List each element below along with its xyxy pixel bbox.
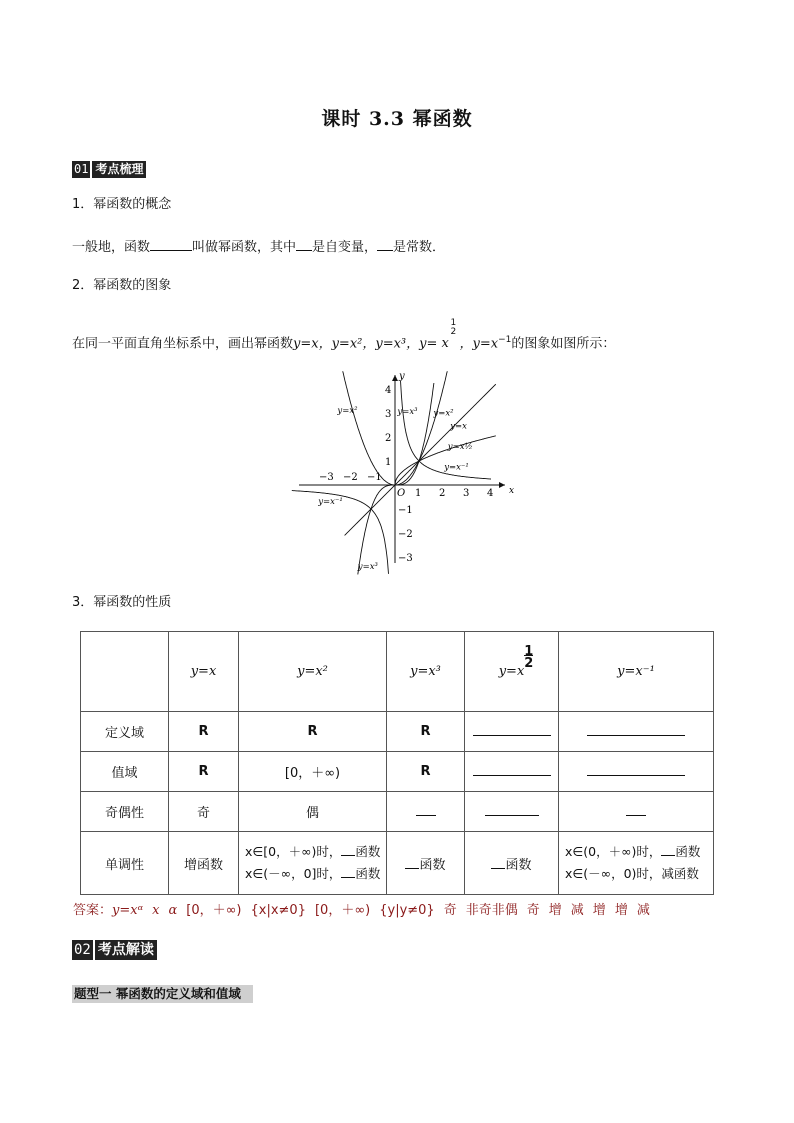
power-functions-graph (288, 368, 515, 582)
x-tick-label: −2 (343, 472, 358, 483)
header-y-x: y=x (169, 632, 239, 712)
label-y-inv-x: y=x⁻¹ (444, 462, 469, 473)
header-y-xinv: y=x⁻¹ (559, 632, 714, 712)
x-tick-label: 1 (415, 488, 422, 499)
x-tick-label: O (397, 488, 406, 499)
topic-heading: 题型一 幂函数的定义域和值域 (72, 985, 253, 1003)
table-cell: 奇 (169, 792, 239, 832)
table-cell: 增函数 (169, 832, 239, 895)
table-cell: R (387, 712, 465, 752)
label-y-x2-right: y=x² (433, 408, 454, 419)
line-y-x (345, 384, 496, 535)
section-label: 考点梳理 (92, 161, 146, 178)
y-tick-label: 3 (385, 409, 392, 420)
x-tick-label: 2 (439, 488, 446, 499)
item2-heading: 2．幂函数的图象 (72, 278, 172, 293)
table-row (81, 832, 714, 895)
x-axis-label: x (509, 486, 515, 496)
table-cell-mono-inv: x∈(0，＋∞)时， 函数 x∈(－∞，0)时，减函数 (559, 832, 714, 895)
table-cell-mono-x3: 函数 (387, 832, 465, 895)
section-number: 02 (74, 942, 91, 958)
header-y-x3: y=x³ (387, 632, 465, 712)
row-label-parity: 奇偶性 (81, 792, 169, 832)
table-cell: R (169, 712, 239, 752)
table-cell: R (239, 712, 387, 752)
label-y-sqrt-x: y=x½ (447, 442, 473, 452)
y-tick-label: 4 (385, 385, 392, 396)
x-axis-arrow (499, 482, 505, 488)
table-cell-blank (387, 792, 465, 832)
item3-heading: 3．幂函数的性质 (72, 595, 172, 610)
table-cell-blank (465, 752, 559, 792)
table-cell-mono-half: 函数 (465, 832, 559, 895)
table-cell: R (387, 752, 465, 792)
label-y-x: y=x (450, 421, 467, 432)
page-title: 课时 3.3 幂函数 (321, 108, 473, 130)
x-tick-label: −1 (367, 472, 382, 483)
y-tick-label: 1 (385, 457, 392, 468)
table-cell-blank (559, 712, 714, 752)
table-cell: R (169, 752, 239, 792)
y-tick-label: 2 (385, 433, 392, 444)
table-row (81, 792, 714, 832)
row-label-range: 值域 (81, 752, 169, 792)
answer-line: 答案：y=xᵅ x α [0，＋∞) {x|x≠0} [0，＋∞) {y|y≠0} 奇 非奇非偶 奇 增 减 增 增 减 (73, 903, 650, 918)
y-tick-label: −2 (398, 529, 413, 540)
section-header-2 (72, 940, 157, 960)
y-tick-label: −1 (398, 505, 413, 516)
x-tick-label: −3 (319, 472, 334, 483)
table-cell: 偶 (239, 792, 387, 832)
y-tick-label: −3 (398, 553, 413, 564)
curve-y-sqrt-x (395, 436, 496, 485)
chart-svg (288, 368, 515, 582)
y-axis-label: y (399, 371, 405, 382)
table-row (81, 752, 714, 792)
item1-text: 一般地，函数 叫做幂函数，其中 是自变量， 是常数． (72, 240, 446, 255)
table-cell-blank (559, 752, 714, 792)
label-y-x2: y=x² (337, 406, 358, 416)
table-row (81, 712, 714, 752)
label-y-x3-bottom: y=x³ (357, 562, 378, 572)
table-cell-blank (465, 712, 559, 752)
table-header-row (81, 632, 714, 712)
section-number: 01 (74, 162, 89, 176)
header-y-x2: y=x² (239, 632, 387, 712)
answer-label: 答案： (73, 903, 113, 918)
x-tick-label: 3 (463, 488, 470, 499)
label-y-inv-x-left: y=x⁻¹ (318, 497, 343, 508)
section-header-1 (72, 161, 146, 178)
table-cell-blank (465, 792, 559, 832)
properties-table (80, 631, 714, 895)
table-cell-blank (559, 792, 714, 832)
table-cell: [0，＋∞) (239, 752, 387, 792)
y-axis-arrow (392, 375, 398, 381)
x-tick-label: 4 (487, 488, 494, 499)
item2-text: 在同一平面直角坐标系中，画出幂函数y=x，y=x²，y=x³，y= x 1 2 ，$y=x^{-1}$的图象如图所示： (72, 318, 616, 352)
header-y-xhalf: y=x 1 2 (465, 632, 559, 712)
row-label-monotonicity: 单调性 (81, 832, 169, 895)
row-label-domain: 定义域 (81, 712, 169, 752)
table-cell-mono-x2: x∈[0，＋∞)时， 函数 x∈(－∞，0]时， 函数 (239, 832, 387, 895)
section-label: 考点解读 (95, 940, 157, 960)
label-y-x3: y=x³ (397, 407, 418, 418)
item1-heading: 1．幂函数的概念 (72, 197, 172, 212)
header-empty (81, 632, 169, 712)
